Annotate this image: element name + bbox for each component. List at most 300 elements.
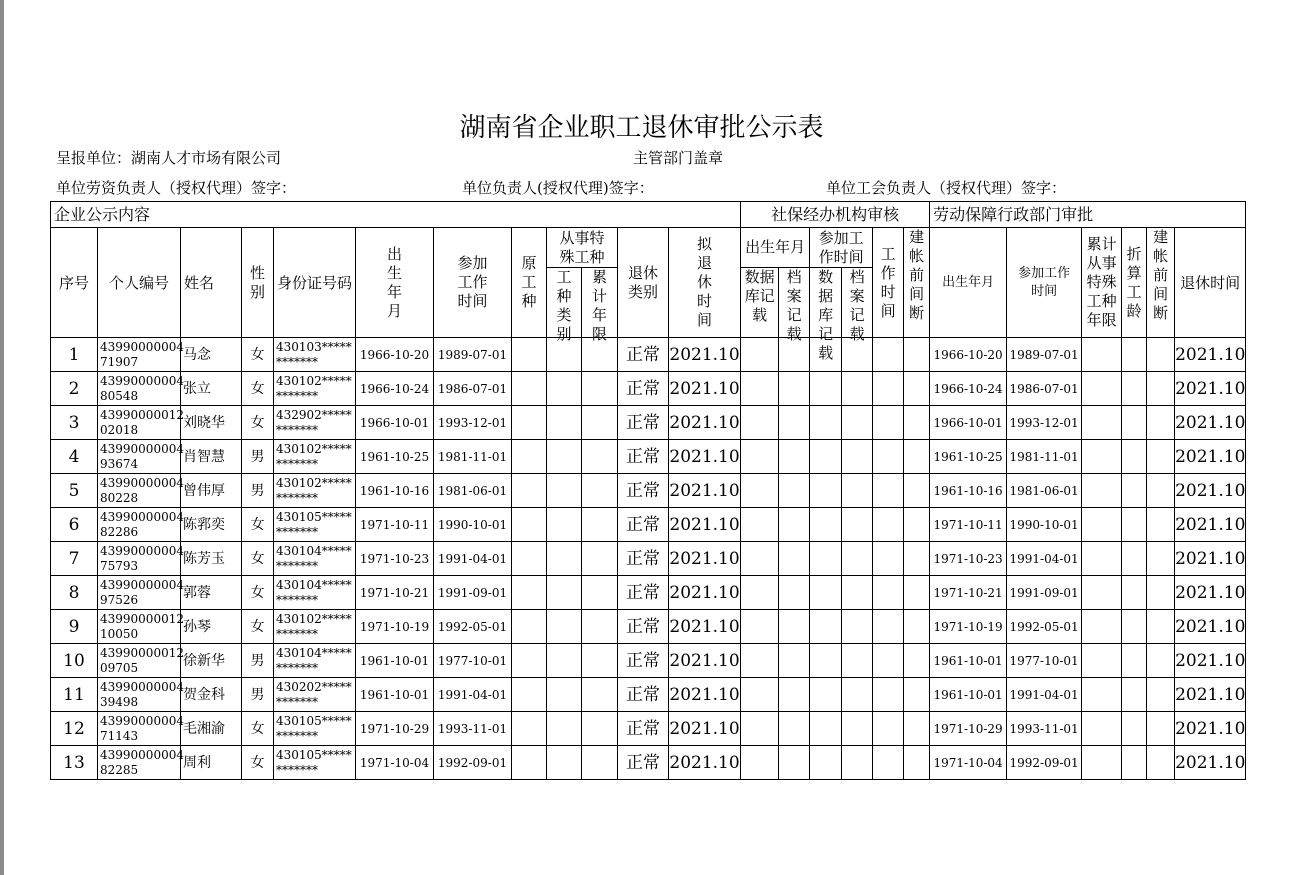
cell-id-no	[274, 508, 356, 542]
cell-orig-type	[512, 576, 547, 610]
cell-orig-type	[512, 440, 547, 474]
cell-id-no	[274, 440, 356, 474]
header-ss-work-file	[842, 268, 873, 343]
cell-ss-interrupt	[873, 746, 904, 780]
cell-ss-pre-account	[904, 746, 930, 780]
cell-ld-birth: 1961-10-16	[930, 474, 1007, 508]
header-special-years	[582, 268, 618, 343]
cell-seq: 13	[51, 746, 98, 780]
cell-ld-pre-account	[1147, 610, 1175, 644]
cell-ss-file	[779, 746, 810, 780]
cell-ld-retire: 2021.10	[1175, 508, 1246, 542]
cell-ss-db	[741, 406, 779, 440]
cell-ld-convert	[1122, 576, 1147, 610]
cell-birth: 1966-10-20	[356, 338, 434, 372]
cell-ld-convert	[1122, 610, 1147, 644]
cell-ld-work: 1993-12-01	[1007, 406, 1082, 440]
cell-personal-no	[98, 644, 184, 678]
cell-orig-type	[512, 508, 547, 542]
cell-ld-birth: 1961-10-01	[930, 678, 1007, 712]
cell-ld-pre-account	[1147, 746, 1175, 780]
cell-personal-no	[98, 712, 184, 746]
cell-ss-db	[741, 678, 779, 712]
cell-ss-work-file	[842, 576, 873, 610]
cell-planned-time: 2021.10	[669, 372, 741, 406]
cell-ss-pre-account	[904, 508, 930, 542]
cell-birth: 1971-10-29	[356, 712, 434, 746]
cell-ld-work: 1991-09-01	[1007, 576, 1082, 610]
cell-name: 张立	[181, 372, 242, 406]
cell-ld-special	[1082, 576, 1122, 610]
cell-seq: 8	[51, 576, 98, 610]
cell-ld-pre-account	[1147, 474, 1175, 508]
cell-ss-interrupt	[873, 542, 904, 576]
cell-ld-birth: 1966-10-01	[930, 406, 1007, 440]
cell-name: 孙琴	[181, 610, 242, 644]
header-planned-time: 拟退休时间	[669, 228, 741, 338]
cell-name: 曾伟厚	[181, 474, 242, 508]
cell-special-type	[547, 440, 582, 474]
cell-ld-work: 1989-07-01	[1007, 338, 1082, 372]
personal-no-line1: 43990000004	[100, 339, 184, 354]
cell-ss-pre-account	[904, 440, 930, 474]
cell-ld-convert	[1122, 338, 1147, 372]
cell-name: 陈芳玉	[181, 542, 242, 576]
cell-name: 徐新华	[181, 644, 242, 678]
cell-ss-work-file	[842, 644, 873, 678]
personal-no-line1: 43990000004	[100, 543, 184, 558]
cell-ld-special	[1082, 542, 1122, 576]
cell-id-no	[274, 644, 356, 678]
id-no-line2: *******	[276, 626, 318, 641]
cell-personal-no	[98, 576, 184, 610]
cell-gender: 男	[242, 440, 274, 474]
id-no-line2: *******	[276, 558, 318, 573]
cell-planned-time: 2021.10	[669, 508, 741, 542]
cell-ss-interrupt	[873, 644, 904, 678]
header-special-type	[547, 268, 582, 343]
header-name: 姓名	[181, 228, 242, 338]
cell-retire-type: 正常	[618, 542, 669, 576]
cell-ss-interrupt	[873, 440, 904, 474]
cell-special-years	[582, 406, 618, 440]
cell-planned-time: 2021.10	[669, 542, 741, 576]
cell-ss-interrupt	[873, 372, 904, 406]
cell-personal-no	[98, 474, 184, 508]
cell-personal-no	[98, 610, 184, 644]
table-row	[51, 406, 1246, 440]
header-personal-no: 个人编号	[98, 228, 181, 338]
cell-id-no	[274, 338, 356, 372]
id-no-line1: 430104*****	[276, 577, 352, 592]
cell-special-years	[582, 678, 618, 712]
cell-ss-file	[779, 610, 810, 644]
cell-gender: 女	[242, 508, 274, 542]
cell-ld-retire: 2021.10	[1175, 406, 1246, 440]
cell-name: 周利	[181, 746, 242, 780]
cell-ld-retire: 2021.10	[1175, 712, 1246, 746]
id-no-line1: 430104*****	[276, 645, 352, 660]
header-seq: 序号	[51, 228, 98, 338]
cell-ss-interrupt	[873, 406, 904, 440]
cell-name: 毛湘渝	[181, 712, 242, 746]
cell-retire-type: 正常	[618, 338, 669, 372]
retirement-table	[50, 201, 1246, 780]
cell-ss-db	[741, 746, 779, 780]
id-no-line2: *******	[276, 456, 318, 471]
cell-ld-convert	[1122, 372, 1147, 406]
cell-ss-db	[741, 440, 779, 474]
cell-planned-time: 2021.10	[669, 712, 741, 746]
cell-ld-special	[1082, 406, 1122, 440]
id-no-line1: 430105*****	[276, 747, 352, 762]
cell-ss-work-file	[842, 542, 873, 576]
table-row	[51, 338, 1246, 372]
cell-ld-birth: 1971-10-19	[930, 610, 1007, 644]
cell-ss-pre-account	[904, 678, 930, 712]
cell-ss-interrupt	[873, 678, 904, 712]
id-no-line1: 430102*****	[276, 373, 352, 388]
cell-ld-work: 1992-05-01	[1007, 610, 1082, 644]
cell-retire-type: 正常	[618, 406, 669, 440]
cell-ld-birth: 1966-10-20	[930, 338, 1007, 372]
header-ss-file	[779, 268, 810, 343]
cell-ss-file	[779, 474, 810, 508]
cell-special-type	[547, 678, 582, 712]
table-row	[51, 644, 1246, 678]
personal-no-line2: 80228	[100, 490, 139, 505]
cell-ss-interrupt	[873, 338, 904, 372]
cell-work-start: 1991-04-01	[434, 678, 512, 712]
cell-ss-pre-account	[904, 712, 930, 746]
cell-work-start: 1991-09-01	[434, 576, 512, 610]
cell-ss-interrupt	[873, 712, 904, 746]
cell-id-no	[274, 610, 356, 644]
cell-ld-pre-account	[1147, 712, 1175, 746]
cell-ld-retire: 2021.10	[1175, 576, 1246, 610]
cell-ld-birth: 1961-10-25	[930, 440, 1007, 474]
cell-ld-retire: 2021.10	[1175, 746, 1246, 780]
header-ss-pre-account	[904, 228, 930, 338]
cell-ld-pre-account	[1147, 678, 1175, 712]
cell-ld-special	[1082, 508, 1122, 542]
header-ld-work: 参加工作时间	[1007, 228, 1082, 338]
cell-ss-work-db	[810, 678, 842, 712]
cell-ld-pre-account	[1147, 508, 1175, 542]
cell-birth: 1961-10-01	[356, 678, 434, 712]
id-no-line2: *******	[276, 422, 318, 437]
cell-ss-pre-account	[904, 338, 930, 372]
cell-ld-special	[1082, 746, 1122, 780]
cell-ld-work: 1981-06-01	[1007, 474, 1082, 508]
cell-gender: 男	[242, 644, 274, 678]
cell-id-no	[274, 542, 356, 576]
table-row	[51, 542, 1246, 576]
cell-id-no	[274, 712, 356, 746]
cell-retire-type: 正常	[618, 440, 669, 474]
ss-work-file-text: 档案记载	[849, 268, 865, 343]
cell-ss-work-file	[842, 474, 873, 508]
cell-birth: 1961-10-16	[356, 474, 434, 508]
cell-orig-type	[512, 746, 547, 780]
cell-ld-retire: 2021.10	[1175, 372, 1246, 406]
cell-personal-no	[98, 406, 184, 440]
cell-birth: 1971-10-04	[356, 746, 434, 780]
cell-ss-db	[741, 338, 779, 372]
personal-no-line2: 71143	[100, 728, 139, 743]
cell-ld-convert	[1122, 712, 1147, 746]
id-no-line2: *******	[276, 728, 318, 743]
cell-work-start: 1977-10-01	[434, 644, 512, 678]
cell-ld-retire: 2021.10	[1175, 610, 1246, 644]
cell-work-start: 1989-07-01	[434, 338, 512, 372]
id-no-line2: *******	[276, 354, 318, 369]
cell-ss-file	[779, 712, 810, 746]
cell-ld-work: 1991-04-01	[1007, 542, 1082, 576]
cell-personal-no	[98, 440, 184, 474]
cell-orig-type	[512, 372, 547, 406]
cell-planned-time: 2021.10	[669, 406, 741, 440]
cell-ld-convert	[1122, 746, 1147, 780]
cell-special-years	[582, 712, 618, 746]
cell-orig-type	[512, 644, 547, 678]
cell-special-years	[582, 440, 618, 474]
cell-special-type	[547, 712, 582, 746]
cell-id-no	[274, 576, 356, 610]
union-signature-label: 单位工会负责人（授权代理）签字：	[826, 179, 1067, 197]
cell-id-no	[274, 474, 356, 508]
cell-retire-type: 正常	[618, 576, 669, 610]
cell-planned-time: 2021.10	[669, 474, 741, 508]
personal-no-line1: 43990000004	[100, 679, 184, 694]
ss-work-db-text: 数据库记载	[818, 268, 834, 362]
cell-id-no	[274, 746, 356, 780]
cell-gender: 女	[242, 372, 274, 406]
ld-pre-account-text: 建帐前间断	[1153, 228, 1169, 322]
cell-name: 刘晓华	[181, 406, 242, 440]
cell-ss-db	[741, 712, 779, 746]
table-row	[51, 610, 1246, 644]
cell-retire-type: 正常	[618, 372, 669, 406]
cell-ss-work-db	[810, 406, 842, 440]
personal-no-line1: 43990000012	[100, 611, 184, 626]
cell-ss-pre-account	[904, 610, 930, 644]
id-no-line2: *******	[276, 592, 318, 607]
cell-birth: 1961-10-01	[356, 644, 434, 678]
cell-id-no	[274, 678, 356, 712]
cell-ld-special	[1082, 372, 1122, 406]
cell-ss-file	[779, 406, 810, 440]
cell-ld-work: 1991-04-01	[1007, 678, 1082, 712]
cell-planned-time: 2021.10	[669, 338, 741, 372]
cell-ss-pre-account	[904, 644, 930, 678]
cell-special-type	[547, 644, 582, 678]
cell-special-years	[582, 746, 618, 780]
cell-orig-type	[512, 678, 547, 712]
cell-ld-retire: 2021.10	[1175, 678, 1246, 712]
personal-no-line2: 75793	[100, 558, 139, 573]
cell-gender: 女	[242, 542, 274, 576]
cell-ld-work: 1977-10-01	[1007, 644, 1082, 678]
personal-no-line1: 43990000012	[100, 407, 184, 422]
cell-gender: 女	[242, 406, 274, 440]
cell-ss-interrupt	[873, 474, 904, 508]
cell-special-type	[547, 372, 582, 406]
personal-no-line1: 43990000004	[100, 373, 184, 388]
cell-ss-db	[741, 576, 779, 610]
personal-no-line1: 43990000004	[100, 509, 184, 524]
cell-ss-work-file	[842, 746, 873, 780]
id-no-line2: *******	[276, 762, 318, 777]
cell-birth: 1971-10-11	[356, 508, 434, 542]
cell-ld-work: 1990-10-01	[1007, 508, 1082, 542]
personal-no-line2: 10050	[100, 626, 139, 641]
cell-work-start: 1993-11-01	[434, 712, 512, 746]
cell-ld-special	[1082, 610, 1122, 644]
cell-name: 陈郛奕	[181, 508, 242, 542]
cell-seq: 3	[51, 406, 98, 440]
cell-gender: 女	[242, 576, 274, 610]
cell-ld-special	[1082, 678, 1122, 712]
cell-ss-file	[779, 542, 810, 576]
cell-ss-pre-account	[904, 372, 930, 406]
unit-signature-label: 单位负责人(授权代理)签字：	[462, 179, 654, 197]
cell-orig-type	[512, 610, 547, 644]
cell-gender: 女	[242, 746, 274, 780]
header-orig-type: 原工种	[512, 228, 547, 338]
cell-id-no	[274, 406, 356, 440]
table-body	[51, 338, 1246, 780]
cell-birth: 1966-10-24	[356, 372, 434, 406]
cell-ss-db	[741, 542, 779, 576]
cell-ss-interrupt	[873, 576, 904, 610]
cell-ld-birth: 1966-10-24	[930, 372, 1007, 406]
cell-ld-retire: 2021.10	[1175, 474, 1246, 508]
cell-planned-time: 2021.10	[669, 440, 741, 474]
cell-special-years	[582, 372, 618, 406]
id-no-line1: 430202*****	[276, 679, 352, 694]
cell-ld-work: 1986-07-01	[1007, 372, 1082, 406]
cell-birth: 1961-10-25	[356, 440, 434, 474]
cell-ld-pre-account	[1147, 644, 1175, 678]
id-no-line2: *******	[276, 388, 318, 403]
cell-ss-work-db	[810, 610, 842, 644]
cell-personal-no	[98, 372, 184, 406]
cell-ss-db	[741, 644, 779, 678]
cell-special-type	[547, 746, 582, 780]
cell-name: 贺金科	[181, 678, 242, 712]
cell-personal-no	[98, 678, 184, 712]
cell-personal-no	[98, 746, 184, 780]
cell-orig-type	[512, 542, 547, 576]
personal-no-line2: 82286	[100, 524, 139, 539]
cell-planned-time: 2021.10	[669, 678, 741, 712]
cell-ss-work-file	[842, 508, 873, 542]
cell-seq: 6	[51, 508, 98, 542]
cell-retire-type: 正常	[618, 508, 669, 542]
cell-ld-convert	[1122, 440, 1147, 474]
cell-ld-special	[1082, 712, 1122, 746]
header-ld-birth: 出生年月	[930, 228, 1007, 338]
table-row	[51, 440, 1246, 474]
cell-ld-work: 1993-11-01	[1007, 712, 1082, 746]
personal-no-line2: 80548	[100, 388, 139, 403]
header-ld-retire: 退休时间	[1175, 228, 1246, 338]
cell-ss-work-db	[810, 644, 842, 678]
cell-retire-type: 正常	[618, 712, 669, 746]
personal-no-line2: 09705	[100, 660, 139, 675]
table-row	[51, 508, 1246, 542]
reporting-unit: 呈报单位：湖南人才市场有限公司	[56, 149, 282, 167]
cell-ld-work: 1981-11-01	[1007, 440, 1082, 474]
cell-ld-convert	[1122, 508, 1147, 542]
personal-no-line2: 93674	[100, 456, 139, 471]
cell-ss-file	[779, 440, 810, 474]
header-special-group: 从事特殊工种	[547, 228, 618, 268]
cell-seq: 12	[51, 712, 98, 746]
personal-no-line2: 97526	[100, 592, 139, 607]
cell-special-type	[547, 610, 582, 644]
header-ss-work-db	[810, 268, 842, 362]
cell-ld-birth: 1971-10-23	[930, 542, 1007, 576]
personal-no-line1: 43990000012	[100, 645, 184, 660]
personal-no-line1: 43990000004	[100, 747, 184, 762]
id-no-line2: *******	[276, 524, 318, 539]
id-no-line2: *******	[276, 694, 318, 709]
cell-retire-type: 正常	[618, 610, 669, 644]
cell-special-type	[547, 542, 582, 576]
table-row	[51, 712, 1246, 746]
cell-gender: 女	[242, 610, 274, 644]
cell-ld-pre-account	[1147, 576, 1175, 610]
cell-orig-type	[512, 474, 547, 508]
id-no-line2: *******	[276, 660, 318, 675]
cell-personal-no	[98, 338, 184, 372]
personal-no-line1: 43990000004	[100, 577, 184, 592]
id-no-line1: 430105*****	[276, 509, 352, 524]
cell-special-years	[582, 474, 618, 508]
cell-work-start: 1992-05-01	[434, 610, 512, 644]
cell-name: 马念	[181, 338, 242, 372]
header-ss-db	[741, 268, 779, 338]
header-ss-work-group: 参加工作时间	[810, 228, 873, 268]
cell-orig-type	[512, 712, 547, 746]
cell-name: 郭蓉	[181, 576, 242, 610]
cell-ss-work-db	[810, 712, 842, 746]
cell-retire-type: 正常	[618, 678, 669, 712]
cell-planned-time: 2021.10	[669, 610, 741, 644]
personal-no-line2: 02018	[100, 422, 139, 437]
cell-personal-no	[98, 508, 184, 542]
cell-planned-time: 2021.10	[669, 644, 741, 678]
cell-gender: 女	[242, 338, 274, 372]
cell-ss-db	[741, 372, 779, 406]
cell-special-years	[582, 576, 618, 610]
section-labor-dept: 劳动保障行政部门审批	[930, 202, 1246, 228]
cell-ld-convert	[1122, 474, 1147, 508]
header-ld-pre-account	[1147, 228, 1175, 338]
cell-ld-convert	[1122, 406, 1147, 440]
cell-ss-work-db	[810, 746, 842, 780]
cell-seq: 4	[51, 440, 98, 474]
cell-ss-work-file	[842, 406, 873, 440]
ss-file-text: 档案记载	[786, 268, 802, 343]
cell-birth: 1966-10-01	[356, 406, 434, 440]
cell-retire-type: 正常	[618, 746, 669, 780]
table-row	[51, 372, 1246, 406]
cell-special-years	[582, 610, 618, 644]
cell-ld-birth: 1971-10-21	[930, 576, 1007, 610]
